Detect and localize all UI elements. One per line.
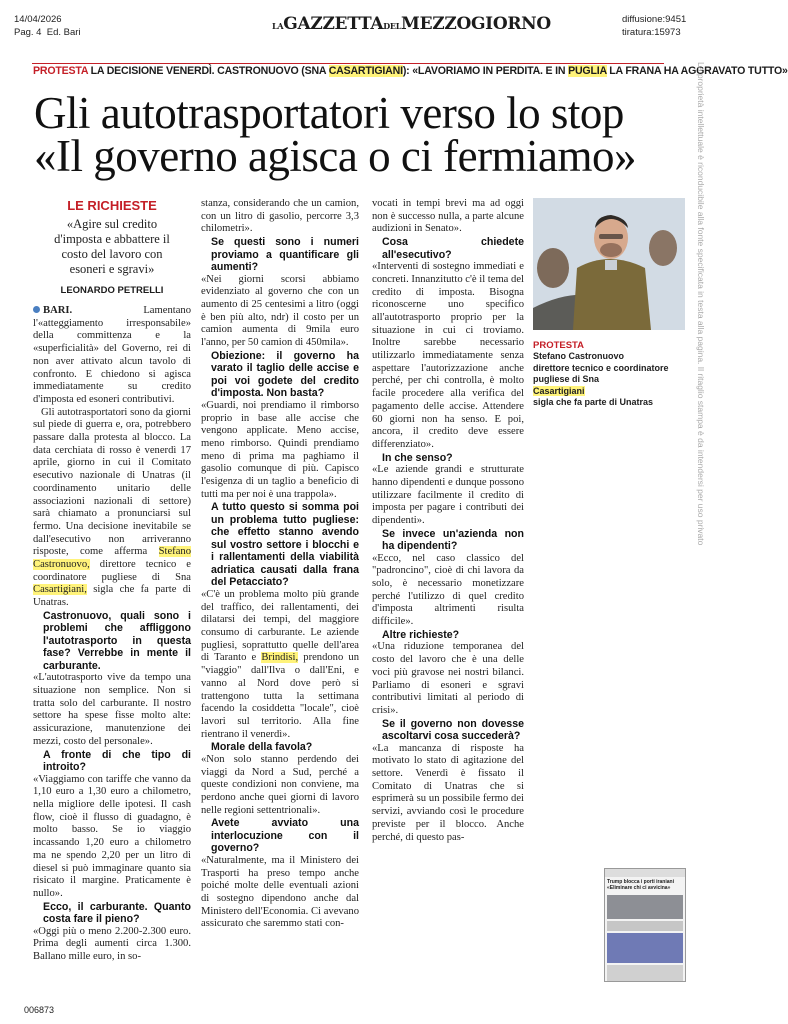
interview-question: Avete avviato una interlocuzione con il governo? bbox=[211, 817, 359, 855]
article-column-2: stanza, considerando che un camion, con un litro di gasolio, percorre 3,3 chilometri». Se questi sono i numeri proviamo a quantificare gli aumenti? «Nei giorni scorsi abbiamo evidenziato al governo che con un aumento di 25 centesimi a litro (oggi è ben più alto, ndr) il costo per un camion aumenta di 9mila euro l'anno, per 50 camion di 450mila». Obiezione: il governo ha varato il taglio delle accise e poi voi godete del credito d'imposta. Non basta? «Guardi, noi prendiamo il rimborso proprio in base alle accise che vengono applicate. Meno accise, meno rimborso. Quindi prendiamo meno di prima ma paghiamo il gasolio comunque di più. Capisco l'esigenza di un taglio a beneficio di tutti ma per noi è una trappola». A tutto questo si somma poi un problema tutto pugliese: che effetto stanno avendo sul vostro settore i blocchi e i rallentamenti della viabilità adriatica causati dalla frana del Petacciato? «C'è un problema molto più grande del traffico, dei rallentamenti, dei dilatarsi dei tempi, del maggiore consumo di carburante. Le aziende pugliesi, soprattutto quelle dell'area di Taranto e Brindisi, prendono un "viaggio" dall'Ilva o dall'Eni, e vanno al Nord dove però si trattengono tutta la settimana facendo la cosiddetta "locale", cioè lavori sul territorio. Alla fine rientrano il venerdì». Morale della favola? «Non solo stanno perdendo dei viaggi da Nord a Sud, perché a queste condizioni non conviene, ma perdono anche quei giorni di lavoro nelle regioni settentrionali». Avete avviato una interlocuzione con il governo? «Naturalmente, ma il Ministero dei Trasporti ha preso tempo anche poiché molte delle eventuali azioni di sostegno dipendono anche dal Ministero dell'Economia. Ci avevano assicurato che saremmo stati con- bbox=[201, 198, 359, 930]
interview-answer: «Nei giorni scorsi abbiamo evidenziato al governo che con un aumento di 25 centesimi a litro (oggi è ben più alto, ndr) il costo per un camion aumenta di 9mila euro l'anno, per 50 camion di 450mila». bbox=[201, 273, 359, 349]
thumbnail-photo-icon bbox=[607, 895, 683, 919]
kicker-highlight: CASARTIGIANI bbox=[328, 65, 403, 77]
article-column-1: BARI. Lamentano l'«atteggiamento irresponsabile» della committenza e la «superficialità» del Governo, rei di non aver attivato alcun tavolo di confronto. E chiedono si agisca immediatamente su credito d'imposta ed esoneri contributivi. Gli autotrasportatori sono da giorni sul piede di guerra e, ora, potrebbero passare dalla protesta al blocco. La data cerchiata di rosso è venerdì 17 aprile, giorno in cui il Comitato esecutivo nazionale di Unatras (il coordinamento unitario delle associazioni nazionali di settore) sarà chiamato a pronunciarsi sul fermo. Una decisione inevitabile se dall'esecutivo non arriveranno risposte, come afferma Stefano Castronuovo, direttore tecnico e coordinatore pugliese di Sna Casartigiani, sigla che fa parte di Unatras. Castronuovo, quali sono i problemi che affliggono l'autotrasporto in questa fase? Verrebbe in mente il carburante. «L'autotrasporto vive da tempo una situazione non semplice. Non si tratta solo del carburante. Il nostro settore ha spese fisse molto alte: assicurazione, manutenzione dei mezzi, costo del personale». A fronte di che tipo di introito? «Viaggiamo con tariffe che vanno da 1,10 euro a 1,30 euro a chilometro, nella migliore delle ipotesi. Il cash flow, cioè il flusso di guadagno, è molto basso. Se io viaggio incassando 1,20 euro a chilometro ma ne spendo 2,20 per un litro di diesel si può immaginare quanto sia risicato il margine. Praticamente è nullo». Ecco, il carburante. Quanto costa fare il pieno? «Oggi più o meno 2.200-2.300 euro. Prima degli aumenti circa 1.300. Ballano mille euro, in so- bbox=[33, 305, 191, 963]
photo-castronuovo bbox=[533, 198, 685, 330]
headline bbox=[34, 88, 674, 181]
masthead-logo: LAGAZZETTADELMEZZOGIORNO bbox=[272, 14, 551, 34]
location-dot-icon bbox=[33, 306, 40, 313]
article-column-3 bbox=[372, 198, 524, 844]
kicker-label: PROTESTA bbox=[33, 65, 88, 77]
interview-question: Obiezione: il governo ha varato il taglio delle accise e poi voi godete del credito d'imposta. Non basta? bbox=[211, 349, 359, 400]
person-photo-icon bbox=[533, 198, 685, 330]
interview-question: A fronte di che tipo di introito? bbox=[43, 748, 191, 774]
interview-question: Altre richieste? bbox=[382, 628, 460, 641]
photo-caption bbox=[533, 340, 683, 409]
interview-answer: «Viaggiamo con tariffe che vanno da 1,10 euro a 1,30 euro a chilometro, nella migliore delle ipotesi. Il cash flow, cioè il flusso di guadagno, è molto basso. Se io viaggio incassando 1,20 euro a chilometro ma ne spendo 2,20 per un litro di diesel si può immaginare quanto sia risicato il margine. Praticamente è nullo». bbox=[33, 773, 191, 899]
interview-answer: «Oggi più o meno 2.200-2.300 euro. Prima degli aumenti circa 1.300. Ballano mille euro, in so- bbox=[33, 925, 191, 963]
tiratura: tiratura:15973 bbox=[622, 27, 681, 38]
interview-question: A tutto questo si somma poi un problema tutto pugliese: che effetto stanno avendo sul vostro settore i blocchi e i rallentamenti della viabilità adriatica causati dalla frana del Petacciato? bbox=[211, 501, 359, 589]
kicker: PROTESTA LA DECISIONE VENERDÌ. CASTRONUOVO (SNA CASARTIGIANI): «LAVORIAMO IN PERDITA. E IN PUGLIA LA FRANA HA AGGRAVATO TUTTO» bbox=[33, 65, 788, 77]
interview-answer: «La mancanza di risposte ha motivato lo stato di agitazione del settore. Venerdì è fissato il Comitato di Unatras che si esprimerà su un possibile fermo dei servizi, avviando così le procedure previste per il blocco. Anche perché, di questo pas- bbox=[372, 742, 524, 843]
edition: Ed. Bari bbox=[46, 27, 81, 38]
interview-answer: «Le aziende grandi e strutturate hanno dipendenti e dunque possono utilizzare facilmente il credito di imposta per pagare i contributi dei dipendenti». bbox=[372, 464, 524, 526]
summary-text: «Agire sul credito d'imposta e abbattere il costo del lavoro con esoneri e sgravi» bbox=[54, 217, 170, 276]
kicker-highlight: PUGLIA bbox=[568, 65, 607, 77]
date: 14/04/2026 bbox=[14, 14, 62, 25]
headline-line: Gli autotrasportatori verso lo stop bbox=[34, 88, 624, 138]
interview-answer: «Interventi di sostegno immediati e concreti. Innanzitutto c'è il tema del credito di imposta. Bisogna riconoscerne uno specifico all'autotrasporto proprio per la situazione in cui ci troviamo. Inoltre sarebbe necessario utilizzarlo immediatamente senza aspettare l'autorizzazione anche perché, per chi controlla, è molto facile procedere alla verifica del pagamento delle accise. Attendere 60 giorni non ha senso. E poi, ancora, il credito deve essere differenziato». bbox=[372, 261, 524, 450]
front-page-thumbnail bbox=[604, 868, 686, 982]
interview-question: Se questi sono i numeri proviamo a quantificare gli aumenti? bbox=[211, 236, 359, 274]
interview-answer: «Ecco, nel caso classico del "padroncino", cioè di chi lavora da solo, è necessario monetizzare perché l'utilizzo di quel credito d'imposta altrimenti risulta difficile». bbox=[372, 552, 524, 628]
interview-question: Se invece un'azienda non ha dipendenti? bbox=[382, 527, 524, 553]
interview-question: Castronuovo, quali sono i problemi che affliggono l'autotrasporto in questa fase? Verrebbe in mente il carburante. bbox=[43, 609, 191, 672]
interview-answer: «Naturalmente, ma il Ministero dei Trasporti ha preso tempo anche poiché molte delle eventuali azioni di sostegno dipendono anche dal Ministero dell'Economia. Ci avevano assicurato che saremmo stati con- bbox=[201, 854, 359, 930]
page-number: Pag. 4 bbox=[14, 27, 42, 38]
caption-label: PROTESTA bbox=[533, 340, 585, 351]
diffusione: diffusione:9451 bbox=[622, 14, 687, 25]
interview-question: Cosa chiedete all'esecutivo? bbox=[382, 236, 524, 261]
interview-answer: vocati in tempi brevi ma ad oggi non è successo nulla, a parte alcune audizioni in Senato». bbox=[372, 198, 524, 235]
headline-line: «Il governo agisca o ci fermiamo» bbox=[34, 131, 637, 181]
caption-rest: sigla che fa parte di Unatras bbox=[533, 397, 654, 407]
page-info bbox=[14, 27, 81, 38]
interview-answer: «L'autotrasporto vive da tempo una situazione non semplice. Non si tratta solo del carburante. Il nostro settore ha spese fisse molto alte: assicurazione, manutenzione dei mezzi, costo del personale». bbox=[33, 672, 191, 747]
thumbnail-ad-icon bbox=[607, 933, 683, 963]
footer-code: 006873 bbox=[24, 1005, 55, 1015]
caption-role: direttore tecnico e coordinatore pugliese di Sna bbox=[533, 362, 669, 384]
summary-label: LE RICHIESTE bbox=[67, 198, 157, 213]
interview-question: Se il governo non dovesse ascoltarvi cosa succederà? bbox=[382, 717, 524, 743]
thumbnail-headline: Trump blocca i porti iraniani «Eliminare chi ci avvicina» bbox=[607, 879, 674, 891]
kicker-rule bbox=[32, 63, 664, 64]
interview-answer: «Guardi, noi prendiamo il rimborso proprio in base alle accise che vengono applicate. Meno accise, meno rimborso. Quindi prendiamo meno di prima ma paghiamo il gasolio comunque di più. Capisco l'esigenza di un taglio a beneficio di tutti ma per noi è una trappola». bbox=[201, 399, 359, 500]
interview-question: In che senso? bbox=[382, 451, 453, 464]
caption-name: Stefano Castronuovo bbox=[533, 351, 625, 361]
interview-question: Morale della favola? bbox=[211, 741, 313, 754]
interview-question: Ecco, il carburante. Quanto costa fare il pieno? bbox=[43, 900, 191, 926]
caption-highlight: Casartigiani bbox=[533, 385, 585, 396]
interview-answer: «Non solo stanno perdendo dei viaggi da Nord a Sud, perché a queste condizioni non conviene, ma perdono anche quei giorni di lavoro nelle regioni settentrionali». bbox=[201, 753, 359, 816]
vertical-notice: La proprietà intellettuale è riconducibile alla fonte specificata in testa alla pagina. Il ritaglio stampa è da intendersi per uso privato bbox=[696, 62, 706, 546]
summary-box bbox=[42, 198, 182, 296]
interview-answer: «Una riduzione temporanea del costo del lavoro che è una delle voci più gravose nei nostri bilanci. Parliamo di esoneri e sgravi contributivi limitati al periodo di crisi». bbox=[372, 641, 524, 716]
byline: LEONARDO PETRELLI bbox=[60, 285, 164, 296]
interview-answer: stanza, considerando che un camion, con un litro di gasolio, percorre 3,3 chilometri». bbox=[201, 198, 359, 235]
